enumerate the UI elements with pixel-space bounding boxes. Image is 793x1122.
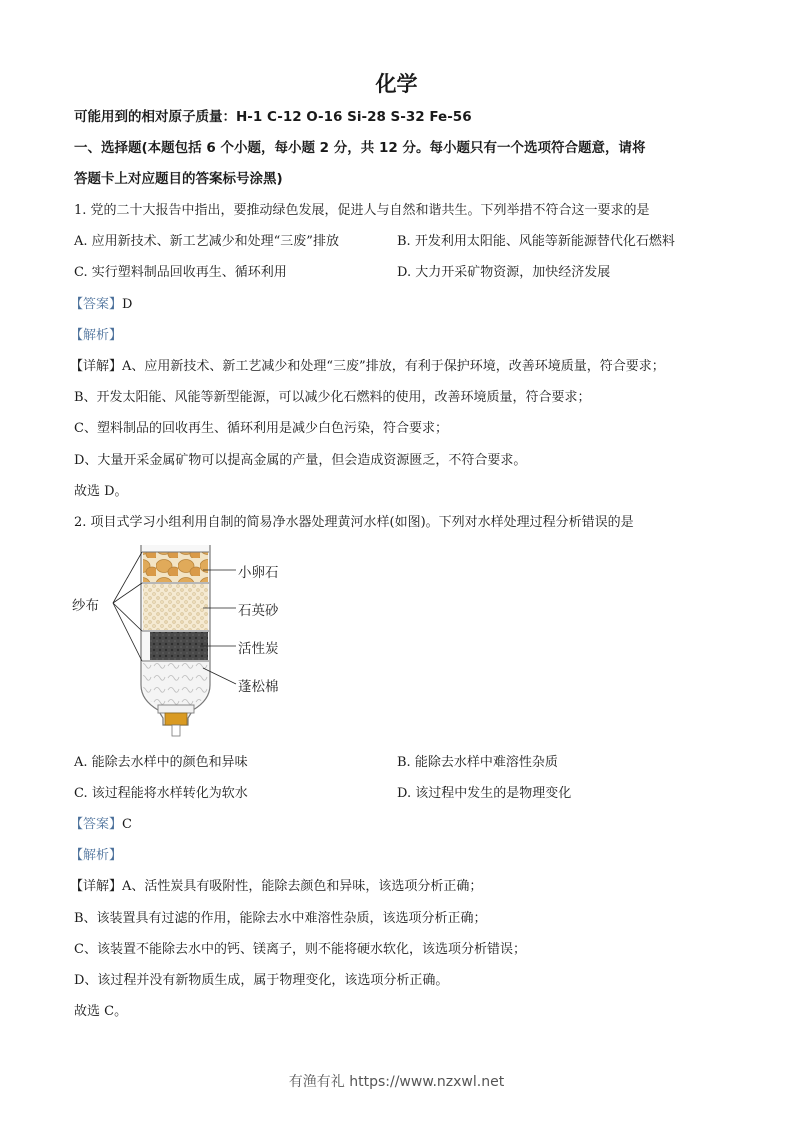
q1-conclusion: 故选 D。 <box>74 484 128 499</box>
footer-watermark: 有渔有礼 https://www.nzxwl.net <box>288 1074 505 1090</box>
activated-carbon-layer-label: 活性炭 <box>238 641 279 657</box>
q1-option-c: C. 实行塑料制品回收再生、循环利用 <box>74 265 287 280</box>
q2-option-a: A. 能除去水样中的颜色和异味 <box>74 755 248 770</box>
q2-option-b: B. 能除去水样中难溶性杂质 <box>397 755 558 770</box>
q2-detail-line-2: B、该装置具有过滤的作用，能除去水中难溶性杂质，该选项分析正确； <box>74 911 487 926</box>
section-heading: 一、选择题(本题包括 6 个小题，每小题 2 分，共 12 分。每小题只有一个选项符合题意，请将 <box>74 140 646 156</box>
page-title: 化学 <box>375 72 418 96</box>
q2-detail-line-4: D、该过程并没有新物质生成，属于物理变化，该选项分析正确。 <box>74 973 449 988</box>
q1-analysis-label: 【解析】 <box>70 328 123 343</box>
quartz-sand-layer-label: 石英砂 <box>238 603 279 619</box>
q1-option-a: A. 应用新技术、新工艺减少和处理“三废”排放 <box>74 234 339 249</box>
detail-text: A、应用新技术、新工艺减少和处理“三废”排放，有利于保护环境，改善环境质量，符合要求； <box>122 359 665 374</box>
q2-option-d: D. 该过程中发生的是物理变化 <box>397 786 572 801</box>
answer-value: D <box>122 297 133 312</box>
q1-detail-line-2: B、开发太阳能、风能等新型能源，可以减少化石燃料的使用，改善环境质量，符合要求； <box>74 390 591 405</box>
q2-analysis-label: 【解析】 <box>70 848 123 863</box>
answer-label: 【答案】 <box>70 817 123 832</box>
q1-detail-line-4: D、大量开采金属矿物可以提高金属的产量，但会造成资源匮乏，不符合要求。 <box>74 453 527 468</box>
q2-conclusion: 故选 C。 <box>74 1004 128 1019</box>
q1-detail-line-3: C、塑料制品的回收再生、循环利用是减少白色污染，符合要求； <box>74 421 448 436</box>
section-heading-cont: 答题卡上对应题目的答案标号涂黑) <box>74 171 283 187</box>
q2-option-c: C. 该过程能将水样转化为软水 <box>74 786 248 801</box>
detail-text: A、活性炭具有吸附性，能除去颜色和异味，该选项分析正确； <box>122 879 483 894</box>
q2-answer <box>70 815 132 835</box>
gauze-label: 纱布 <box>72 598 99 614</box>
cotton-layer-label: 蓬松棉 <box>238 679 279 695</box>
detail-label: 【详解】 <box>70 879 123 894</box>
question-2-stem: 2. 项目式学习小组利用自制的简易净水器处理黄河水样(如图)。下列对水样处理过程分析错误的是 <box>74 515 634 530</box>
answer-label: 【答案】 <box>70 297 123 312</box>
q1-detail-line-1 <box>70 357 665 377</box>
detail-label: 【详解】 <box>70 359 123 374</box>
water-purifier-diagram <box>68 540 298 740</box>
atomic-masses-line: 可能用到的相对原子质量：H-1 C-12 O-16 Si-28 S-32 Fe-56 <box>74 109 472 125</box>
pebble-layer-label: 小卵石 <box>238 565 279 581</box>
q1-answer <box>70 295 132 315</box>
question-1-stem: 1. 党的二十大报告中指出，要推动绿色发展，促进人与自然和谐共生。下列举措不符合这一要求的是 <box>74 203 650 218</box>
q2-detail-line-3: C、该装置不能除去水中的钙、镁离子，则不能将硬水软化，该选项分析错误； <box>74 942 526 957</box>
q2-detail-line-1 <box>70 877 482 897</box>
question-1-options-row1 <box>74 232 339 252</box>
answer-value: C <box>122 817 132 832</box>
q1-option-d: D. 大力开采矿物资源，加快经济发展 <box>397 265 611 280</box>
q1-option-b: B. 开发利用太阳能、风能等新能源替代化石燃料 <box>397 234 675 249</box>
